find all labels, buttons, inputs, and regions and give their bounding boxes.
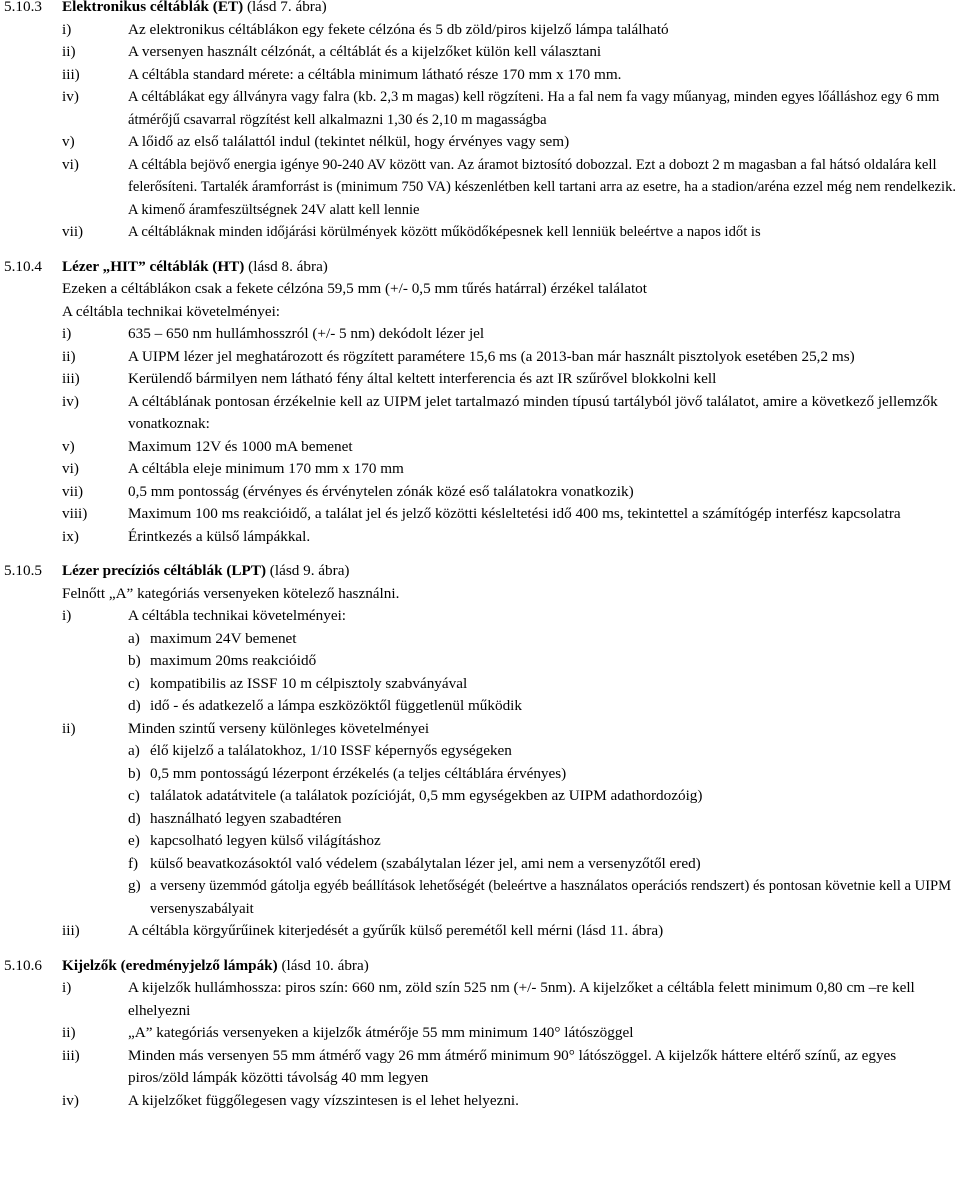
section-title-ref: (lásd 10. ábra): [277, 956, 369, 974]
list-item: i) A kijelzők hullámhossza: piros szín: 660 nm, zöld szín 525 nm (+/- 5nm). A kijelzőket a céltábla felett minimum 0,80 cm –re kell elhelyezni: [62, 979, 915, 1019]
list-item: iv) A céltáblának pontosan érzékelnie kell az UIPM jelet tartalmazó minden típusú tartályból jövő találatot, amire a következő jellemzők vonatkoznak:: [62, 392, 938, 432]
section-title-ref: (lásd 9. ábra): [266, 562, 350, 579]
list-item: iii) A céltábla standard mérete: a céltábla minimum látható része 170 mm x 170 mm.: [62, 65, 622, 83]
list-item: ii) A versenyen használt célzónát, a céltáblát és a kijelzőket külön kell választani: [62, 43, 602, 60]
paragraph: Ezeken a céltáblákon csak a fekete célzóna 59,5 mm (+/- 0,5 mm tűrés határral) érzékel találatot: [62, 280, 647, 297]
list-item: ix) Érintkezés a külső lámpákkal.: [62, 527, 311, 545]
section-heading-5-10-4: [0, 256, 960, 279]
sub-list-item: b) 0,5 mm pontosságú lézerpont érzékelés (a teljes céltáblára érvényes): [128, 764, 567, 782]
list-item: i) A céltábla technikai követelményei:: [62, 607, 347, 624]
list-item: i) Az elektronikus céltáblákon egy fekete célzóna és 5 db zöld/piros kijelző lámpa található: [62, 20, 669, 38]
section-number: 5.10.6: [4, 956, 42, 974]
list-item: v) A lőidő az első találattól indul (tekintet nélkül, hogy érvényes vagy sem): [62, 133, 570, 150]
sub-list-item: e) kapcsolható legyen külső világításhoz: [128, 832, 381, 849]
section-heading-5-10-5: [0, 560, 960, 583]
list-item: ii) A UIPM lézer jel meghatározott és rögzített paramétere 15,6 ms (a 2013-ban már használt pisztolyok esetében 25,2 ms): [62, 347, 855, 365]
section-title-ref: (lásd 8. ábra): [244, 257, 328, 275]
section-number: 5.10.4: [4, 257, 42, 275]
section-title: Lézer precíziós céltáblák (LPT): [62, 562, 266, 579]
sub-list-item: a) élő kijelző a találatokhoz, 1/10 ISSF képernyős egységeken: [128, 742, 512, 759]
list-item: vi) A céltábla bejövő energia igénye 90-240 AV között van. Az áramot biztosító dobozzal. Ezt a dobozt 2 m magasban a fal hátsó oldalára kell felerősíteni. Tartalék áramforrást is (minimum 750 VA) készenlétben kell tartani arra az esetre, ha a stadion/aréna ezzel még nem rendelkezik. A kimenő áramfeszültségnek 24V alatt kell lennie: [62, 155, 957, 218]
paragraph: Felnőtt „A” kategóriás versenyeken kötelező használni.: [62, 584, 400, 602]
list-item: viii) Maximum 100 ms reakcióidő, a találat jel és jelző közötti késleltetési idő 400 ms, tekintettel a számítógép interfész kapcsolatra: [62, 505, 901, 522]
sub-list-item: g) a verseny üzemmód gátolja egyéb beállítások lehetőségét (beleértve a használatos operációs rendszert) és pontosan követnie kell a UIPM versenyszabályait: [128, 877, 952, 917]
sub-list-item: c) találatok adatátvitele (a találatok pozícióját, 0,5 mm egységekben az UIPM adathordozóig): [128, 787, 703, 804]
list-item: ii) „A” kategóriás versenyeken a kijelzők átmérője 55 mm minimum 140° látószöggel: [62, 1024, 634, 1041]
paragraph: A céltábla technikai követelményei:: [62, 302, 281, 320]
list-item: vii) A céltábláknak minden időjárási körülmények között működőképesnek kell lenniük beleértve a napos időt is: [62, 223, 761, 240]
list-item: iv) A céltáblákat egy állványra vagy falra (kb. 2,3 m magas) kell rögzíteni. Ha a fal nem fa vagy műanyag, minden egyes lőálláshoz egy 6 mm átmérőjű csavarral rögzítést kell alkalmazni 1,30 és 2,10 m magasságba: [62, 88, 940, 128]
section-heading-5-10-3: [0, 0, 960, 19]
section-title: Lézer „HIT” céltáblák (HT): [62, 257, 245, 275]
sub-list-item: d) használható legyen szabadtéren: [128, 809, 342, 827]
list-item: iii) A céltábla körgyűrűinek kiterjedését a gyűrűk külső peremétől kell mérni (lásd 11. ábra): [62, 922, 664, 939]
list-item: v) Maximum 12V és 1000 mA bemenet: [62, 437, 353, 455]
sub-list-item: f) külső beavatkozásoktól való védelem (szabálytalan lézer jel, ami nem a versenyzőtől ered): [128, 854, 701, 872]
list-item: iv) A kijelzőket függőlegesen vagy vízszintesen is el lehet helyezni.: [62, 1091, 519, 1109]
sub-list-item: a) maximum 24V bemenet: [128, 629, 297, 647]
sub-list-item: d) idő - és adatkezelő a lámpa eszközöktől függetlenül működik: [128, 697, 522, 714]
list-item: iii) Kerülendő bármilyen nem látható fény által keltett interferencia és azt IR szűrővel blokkolni kell: [62, 370, 717, 387]
section-title: Kijelzők (eredményjelző lámpák): [62, 956, 278, 974]
section-title-ref: (lásd 7. ábra): [243, 0, 327, 15]
list-item: vi) A céltábla eleje minimum 170 mm x 170 mm: [62, 460, 404, 477]
section-number: 5.10.5: [4, 562, 42, 579]
sub-list-item: c) kompatibilis az ISSF 10 m célpisztoly szabványával: [128, 674, 468, 692]
section-number: 5.10.3: [4, 0, 42, 15]
section-heading-5-10-6: [0, 955, 960, 978]
section-title: Elektronikus céltáblák (ET): [62, 0, 244, 15]
list-item: iii) Minden más versenyen 55 mm átmérő vagy 26 mm átmérő minimum 90° látószöggel. A kijelzők háttere eltérő színű, az egyes piros/zöld lámpák közötti távolság 40 mm legyen: [62, 1046, 897, 1086]
list-item: ii) Minden szintű verseny különleges követelményei: [62, 719, 430, 737]
list-item: i) 635 – 650 nm hullámhosszról (+/- 5 nm) dekódolt lézer jel: [62, 325, 485, 342]
list-item: vii) 0,5 mm pontosság (érvényes és érvénytelen zónák közé eső találatokra vonatkozik): [62, 482, 634, 500]
sub-list-item: b) maximum 20ms reakcióidő: [128, 652, 317, 669]
